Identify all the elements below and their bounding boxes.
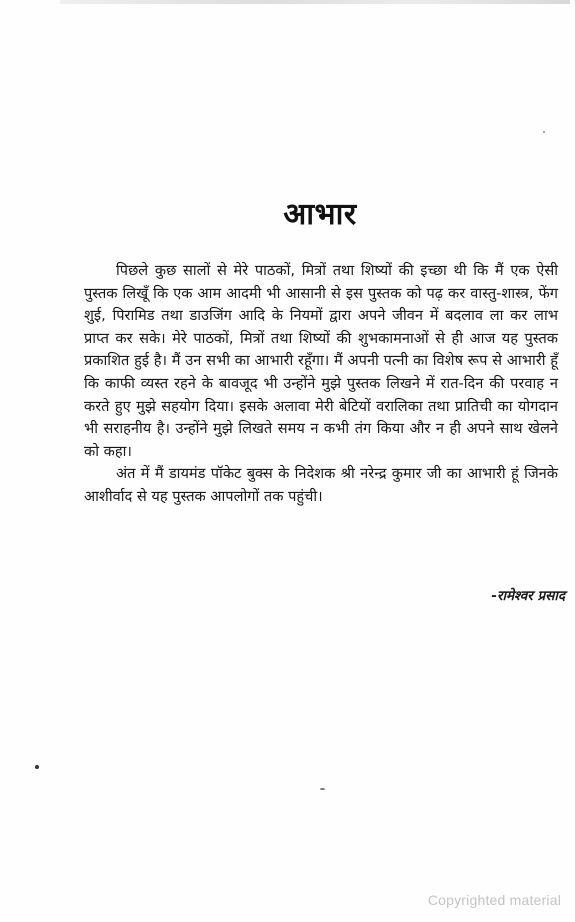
author-signature: -रामेश्वर प्रसाद bbox=[491, 588, 565, 604]
copyright-watermark: Copyrighted material bbox=[427, 892, 561, 908]
page-top-edge bbox=[60, 0, 570, 4]
scan-speck bbox=[35, 765, 39, 769]
acknowledgement-paragraph-2: अंत में मैं डायमंड पॉकेट बुक्स के निदेशक श्री नरेन्द्र कुमार जी का आभारी हूं जिनके आशीर्वाद से यह पुस्तक आपलोगों तक पहुंची। bbox=[84, 465, 558, 505]
acknowledgement-paragraph-1: पिछले कुछ सालों से मेरे पाठकों, मित्रों तथा शिष्यों की इच्छा थी कि मैं एक ऐसी पुस्तक लिखूँ कि एक आम आदमी भी आसानी से इस पुस्तक को पढ़ कर वास्तु-शास्त्र, फेंग शुई, पिरामिड तथा डाउजिंग आदि के नियमों द्वारा अपने जीवन में बदलाव ला कर लाभ प्राप्त कर सके। मेरे पाठकों, मित्रों तथा शिष्यों की शुभकामनाओं से ही आज यह पुस्तक प्रकाशित हुई है। मैं उन सभी का आभारी रहूँगा। मैं अपनी पत्नी का विशेष रूप से आभारी हूँ कि काफी व्यस्त रहने के बावजूद भी उन्होंने मुझे पुस्तक लिखने में रात-दिन की परवाह न करते हुए मुझे सहयोग दिया। इसके अलावा मेरी बेटियों वरालिका तथा प्रातिची का योगदान भी सराहनीय है। उन्होंने मुझे लिखते समय न कभी तंग किया और न ही अपने साथ खेलने को कहा। bbox=[84, 262, 558, 460]
scan-speck bbox=[320, 788, 325, 790]
page-title: आभार bbox=[283, 197, 357, 232]
acknowledgement-body bbox=[84, 260, 558, 509]
scan-speck bbox=[543, 131, 545, 133]
